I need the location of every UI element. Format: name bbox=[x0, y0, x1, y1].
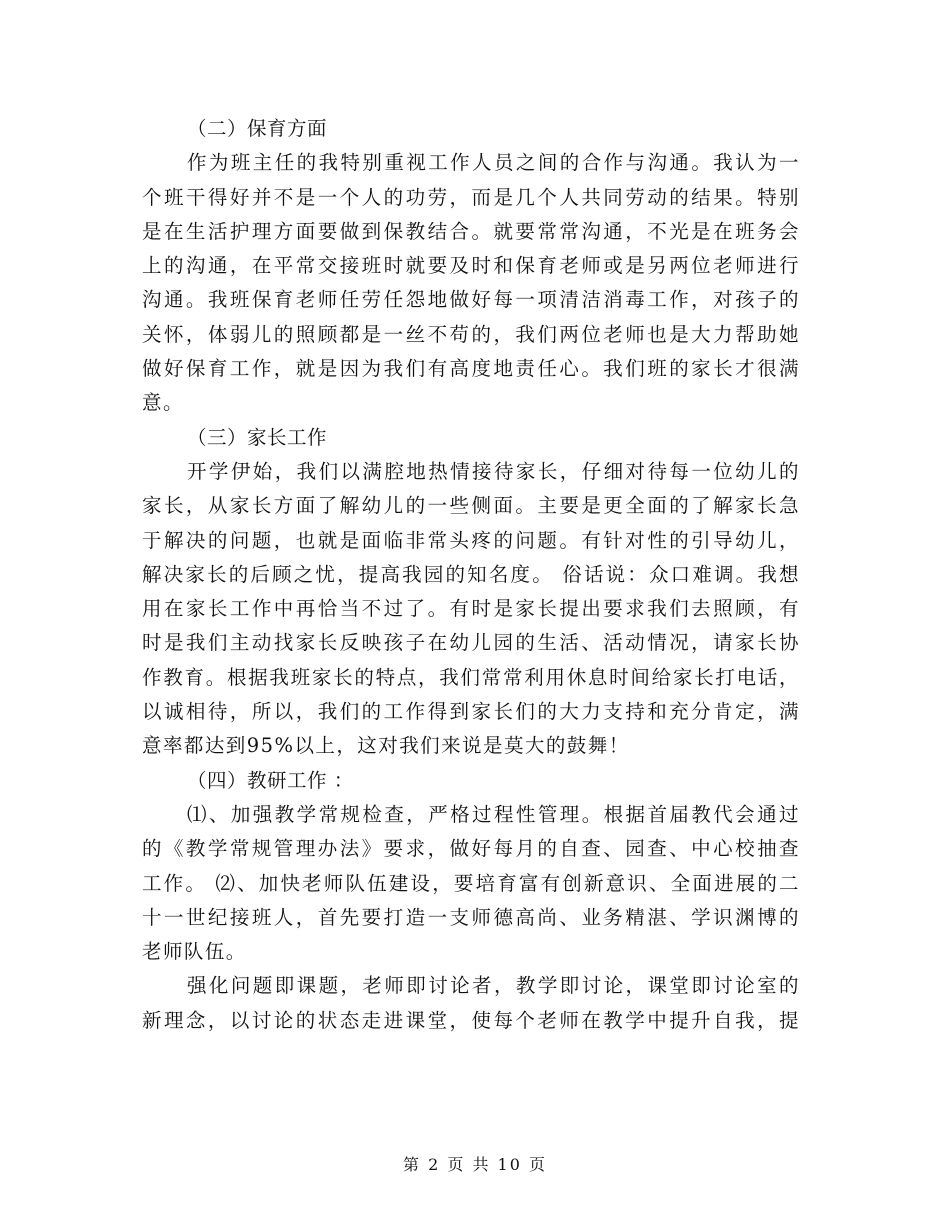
paragraph-line: 强化问题即课题，老师即讨论者，教学即讨论，课堂即讨论室的 bbox=[187, 974, 800, 998]
paragraph-line: 家长，从家长方面了解幼儿的一些侧面。主要是更全面的了解家长急 bbox=[142, 494, 800, 518]
paragraph-line: 于解决的问题，也就是面临非常头疼的问题。有针对性的引导幼儿， bbox=[142, 528, 800, 552]
section-heading-parent-work: （三）家长工作 bbox=[187, 425, 328, 449]
paragraph-line: 上的沟通，在平常交接班时就要及时和保育老师或是另两位老师进行 bbox=[142, 254, 800, 278]
paragraph-line: 的《教学常规管理办法》要求，做好每月的自查、园查、中心校抽查 bbox=[142, 837, 800, 861]
paragraph-line: 时是我们主动找家长反映孩子在幼儿园的生活、活动情况，请家长协 bbox=[142, 631, 800, 655]
paragraph-line: 做好保育工作，就是因为我们有高度地责任心。我们班的家长才很满 bbox=[142, 357, 800, 381]
paragraph-line: 意。 bbox=[142, 391, 184, 415]
paragraph-line: 关怀，体弱儿的照顾都是一丝不苟的，我们两位老师也是大力帮助她 bbox=[142, 322, 800, 346]
paragraph-line: 以诚相待，所以，我们的工作得到家长们的大力支持和充分肯定，满 bbox=[142, 700, 800, 724]
paragraph-line: 新理念，以讨论的状态走进课堂，使每个老师在教学中提升自我，提 bbox=[142, 1008, 800, 1032]
paragraph-line: 意率都达到95%以上，这对我们来说是莫大的鼓舞！ bbox=[142, 734, 630, 758]
paragraph-line: 用在家长工作中再恰当不过了。有时是家长提出要求我们去照顾，有 bbox=[142, 597, 800, 621]
paragraph-line: 是在生活护理方面要做到保教结合。就要常常沟通，不光是在班务会 bbox=[142, 219, 800, 243]
paragraph-line: 作为班主任的我特别重视工作人员之间的合作与沟通。我认为一 bbox=[187, 151, 800, 175]
paragraph-line: 十一世纪接班人，首先要打造一支师德高尚、业务精湛、学识渊博的 bbox=[142, 905, 800, 929]
section-heading-childcare: （二）保育方面 bbox=[187, 117, 328, 140]
page-number-footer: 第 2 页 共 10 页 bbox=[403, 1155, 547, 1174]
paragraph-line: 开学伊始，我们以满腔地热情接待家长，仔细对待每一位幼儿的 bbox=[187, 459, 800, 483]
paragraph-line: 老师队伍。 bbox=[142, 940, 247, 964]
paragraph-line: ⑴、加强教学常规检查，严格过程性管理。根据首届教代会通过 bbox=[187, 802, 800, 826]
paragraph-line: 个班干得好并不是一个人的功劳，而是几个人共同劳动的结果。特别 bbox=[142, 185, 800, 209]
document-body bbox=[142, 112, 800, 1038]
section-heading-teaching-research: （四）教研工作 ： bbox=[187, 768, 354, 792]
paragraph-line: 工作。 ⑵、加快老师队伍建设，要培育富有创新意识、全面进展的二 bbox=[142, 871, 800, 895]
paragraph-line: 作教育。根据我班家长的特点，我们常常利用休息时间给家长打电话， bbox=[142, 665, 800, 689]
paragraph-line: 解决家长的后顾之忧，提高我园的知名度。 俗话说：众口难调。我想 bbox=[142, 562, 800, 586]
paragraph-line: 沟通。我班保育老师任劳任怨地做好每一项清洁消毒工作，对孩子的 bbox=[142, 288, 800, 312]
